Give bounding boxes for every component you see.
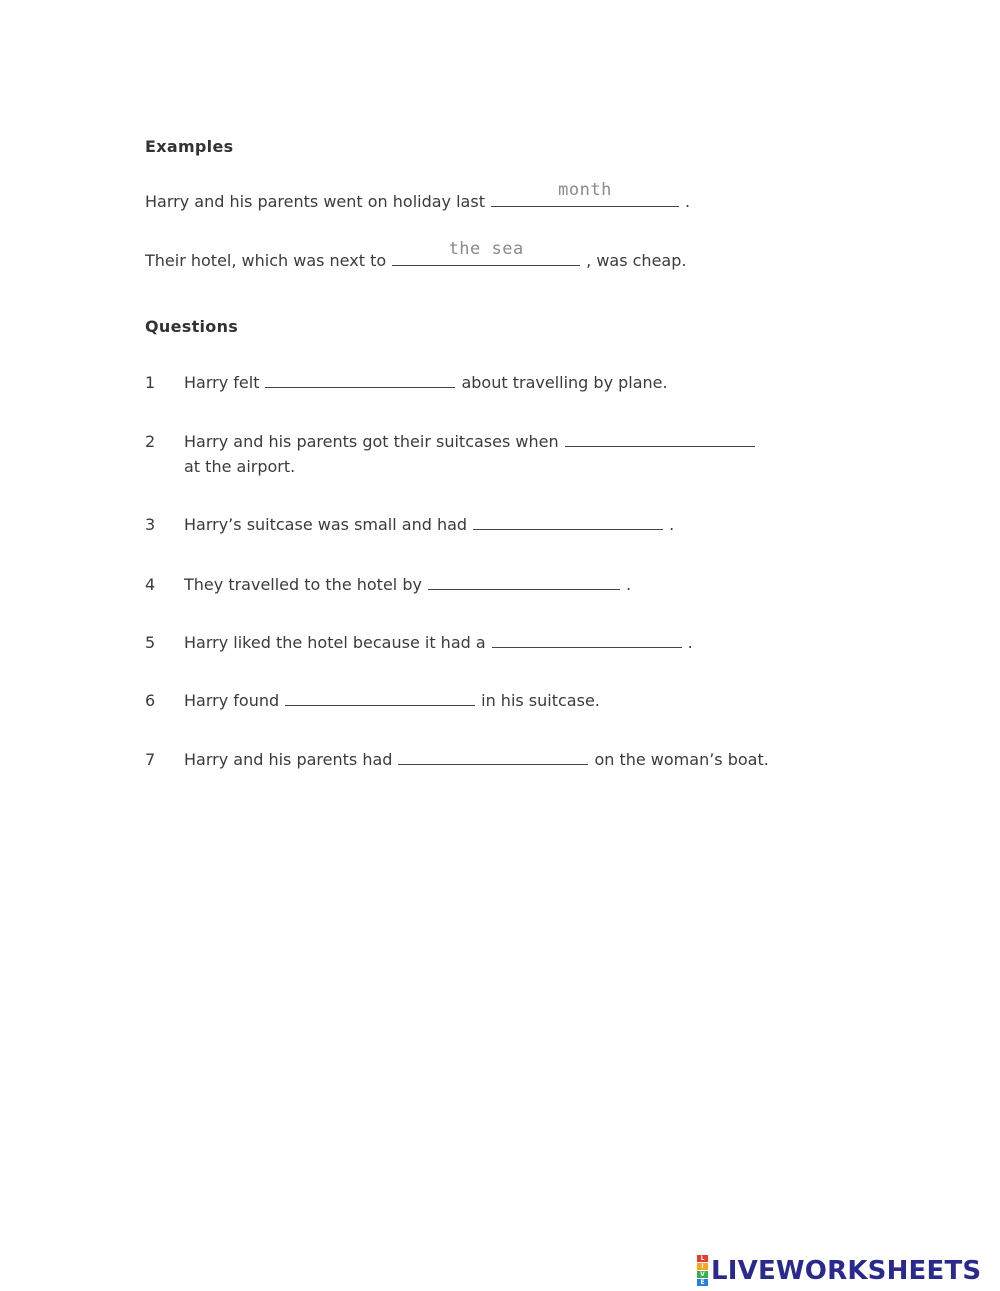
question-1-after: about travelling by plane. (461, 373, 668, 392)
logo-block-e: E (697, 1279, 708, 1286)
question-1-blank[interactable] (265, 373, 455, 388)
question-5-before: Harry liked the hotel because it had a (184, 633, 486, 652)
question-7-blank[interactable] (398, 750, 588, 765)
question-3-number: 3 (145, 515, 156, 534)
question-7-after: on the woman’s boat. (594, 750, 769, 769)
question-5 (184, 633, 693, 653)
question-4 (184, 575, 631, 595)
question-2-blank[interactable] (565, 432, 755, 447)
question-5-number: 5 (145, 633, 156, 652)
question-2-line2: at the airport. (184, 457, 296, 476)
question-3 (184, 515, 674, 535)
question-4-blank[interactable] (428, 575, 620, 590)
question-2 (184, 432, 761, 452)
example-2 (145, 239, 687, 271)
example-1-before: Harry and his parents went on holiday last (145, 192, 485, 211)
example-2-before: Their hotel, which was next to (145, 251, 387, 270)
examples-heading: Examples (145, 137, 234, 156)
question-3-before: Harry’s suitcase was small and had (184, 515, 468, 534)
question-6-blank[interactable] (285, 691, 475, 706)
question-7 (184, 750, 769, 770)
logo-block-v: V (697, 1271, 708, 1278)
question-2-before: Harry and his parents got their suitcases when (184, 432, 559, 451)
example-1-after: . (684, 192, 691, 211)
question-4-before: They travelled to the hotel by (184, 575, 422, 594)
logo-mark-icon (697, 1255, 708, 1286)
example-2-blank[interactable] (392, 239, 580, 266)
question-6-after: in his suitcase. (481, 691, 600, 710)
example-1-answer: month (558, 180, 612, 200)
questions-heading: Questions (145, 317, 239, 336)
question-4-number: 4 (145, 575, 156, 594)
question-6-number: 6 (145, 691, 156, 710)
example-1-blank[interactable] (491, 180, 679, 207)
question-5-blank[interactable] (492, 633, 682, 648)
question-7-number: 7 (145, 750, 156, 769)
question-1-number: 1 (145, 373, 156, 392)
logo-block-l: L (697, 1255, 708, 1262)
example-1 (145, 180, 691, 212)
question-1 (184, 373, 668, 393)
example-2-answer: the sea (448, 239, 524, 259)
question-7-before: Harry and his parents had (184, 750, 393, 769)
question-1-before: Harry felt (184, 373, 260, 392)
question-5-after: . (687, 633, 693, 652)
logo-block-i: I (697, 1263, 708, 1270)
logo-text: LIVEWORKSHEETS (711, 1255, 982, 1286)
question-2-number: 2 (145, 432, 156, 451)
liveworksheets-logo[interactable] (697, 1255, 981, 1286)
question-6-before: Harry found (184, 691, 280, 710)
question-6 (184, 691, 600, 711)
question-3-after: . (669, 515, 675, 534)
question-3-blank[interactable] (473, 515, 663, 530)
example-2-after: , was cheap. (586, 251, 687, 270)
question-4-after: . (625, 575, 632, 594)
